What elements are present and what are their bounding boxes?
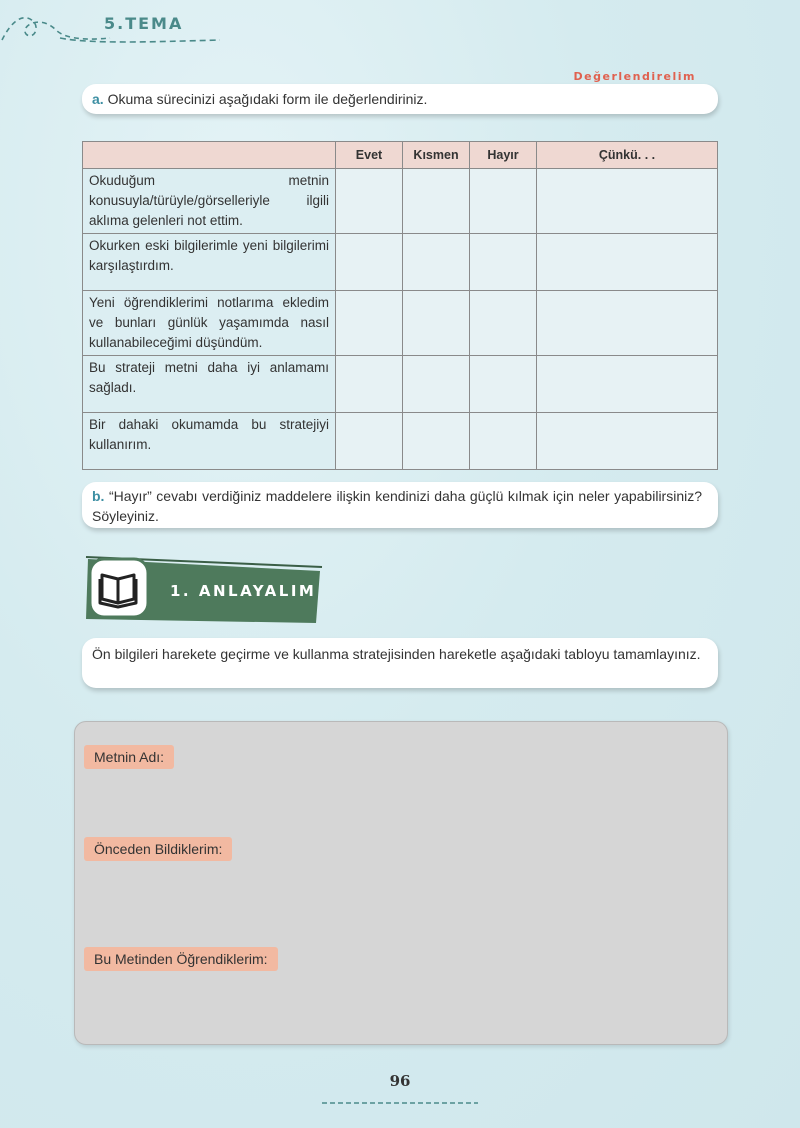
- kismen-cell[interactable]: [403, 291, 470, 356]
- statement-cell: Okurken eski bilgilerimle yeni bilgilerimi karşılaştırdım.: [83, 234, 336, 291]
- table-row: [83, 413, 718, 470]
- field-label-ogrendiklerim: Bu Metinden Öğrendiklerim:: [84, 947, 278, 971]
- table-header-kismen: Kısmen: [403, 142, 470, 169]
- kismen-cell[interactable]: [403, 169, 470, 234]
- cunku-cell[interactable]: [537, 291, 718, 356]
- cunku-cell[interactable]: [537, 234, 718, 291]
- hayir-cell[interactable]: [470, 169, 537, 234]
- section-label: Değerlendirelim: [573, 70, 696, 83]
- cunku-cell[interactable]: [537, 356, 718, 413]
- page-number-decoration: [320, 1100, 480, 1106]
- hayir-cell[interactable]: [470, 356, 537, 413]
- hayir-cell[interactable]: [470, 234, 537, 291]
- table-header-row: [83, 142, 718, 169]
- evet-cell[interactable]: [336, 169, 403, 234]
- cunku-cell[interactable]: [537, 169, 718, 234]
- question-b: [82, 482, 718, 528]
- evet-cell[interactable]: [336, 356, 403, 413]
- question-b-letter: b.: [92, 488, 105, 504]
- hayir-cell[interactable]: [470, 291, 537, 356]
- kismen-cell[interactable]: [403, 356, 470, 413]
- table-row: [83, 234, 718, 291]
- question-a-text: Okuma sürecinizi aşağıdaki form ile değerlendiriniz.: [107, 91, 428, 107]
- evet-cell[interactable]: [336, 291, 403, 356]
- statement-cell: Bu strateji metni daha iyi anlamamı sağladı.: [83, 356, 336, 413]
- evet-cell[interactable]: [336, 413, 403, 470]
- statement-cell: Yeni öğrendiklerimi notlarıma ekledim ve bunları günlük yaşamımda nasıl kullanabileceğimi düşündüm.: [83, 291, 336, 356]
- table-header-hayir: Hayır: [470, 142, 537, 169]
- table-header-blank: [83, 142, 336, 169]
- table-header-evet: Evet: [336, 142, 403, 169]
- answer-area[interactable]: [74, 721, 728, 1045]
- theme-title: 5.TEMA: [104, 14, 184, 33]
- table-row: [83, 291, 718, 356]
- instruction-box: Ön bilgileri harekete geçirme ve kullanma stratejisinden hareketle aşağıdaki tabloyu tamamlayınız.: [82, 638, 718, 688]
- field-label-onceden-bildiklerim: Önceden Bildiklerim:: [84, 837, 232, 861]
- cunku-cell[interactable]: [537, 413, 718, 470]
- hayir-cell[interactable]: [470, 413, 537, 470]
- question-a-letter: a.: [92, 91, 104, 107]
- statement-cell: Bir dahaki okumamda bu stratejiyi kullanırım.: [83, 413, 336, 470]
- statement-cell: Okuduğum metnin konusuyla/türüyle/görselleriyle ilgili aklıma gelenleri not ettim.: [83, 169, 336, 234]
- page-number: 96: [389, 1072, 411, 1090]
- evaluation-table: [82, 141, 718, 470]
- kismen-cell[interactable]: [403, 413, 470, 470]
- section-badge-label: 1. ANLAYALIM: [170, 582, 317, 600]
- table-row: [83, 169, 718, 234]
- table-row: [83, 356, 718, 413]
- question-a: [82, 84, 718, 114]
- question-b-text: “Hayır” cevabı verdiğiniz maddelere ilişkin kendinizi daha güçlü kılmak için neler yapabilirsiniz? Söyleyiniz.: [92, 488, 703, 524]
- table-header-cunku: Çünkü. . .: [537, 142, 718, 169]
- evet-cell[interactable]: [336, 234, 403, 291]
- kismen-cell[interactable]: [403, 234, 470, 291]
- field-label-metnin-adi: Metnin Adı:: [84, 745, 174, 769]
